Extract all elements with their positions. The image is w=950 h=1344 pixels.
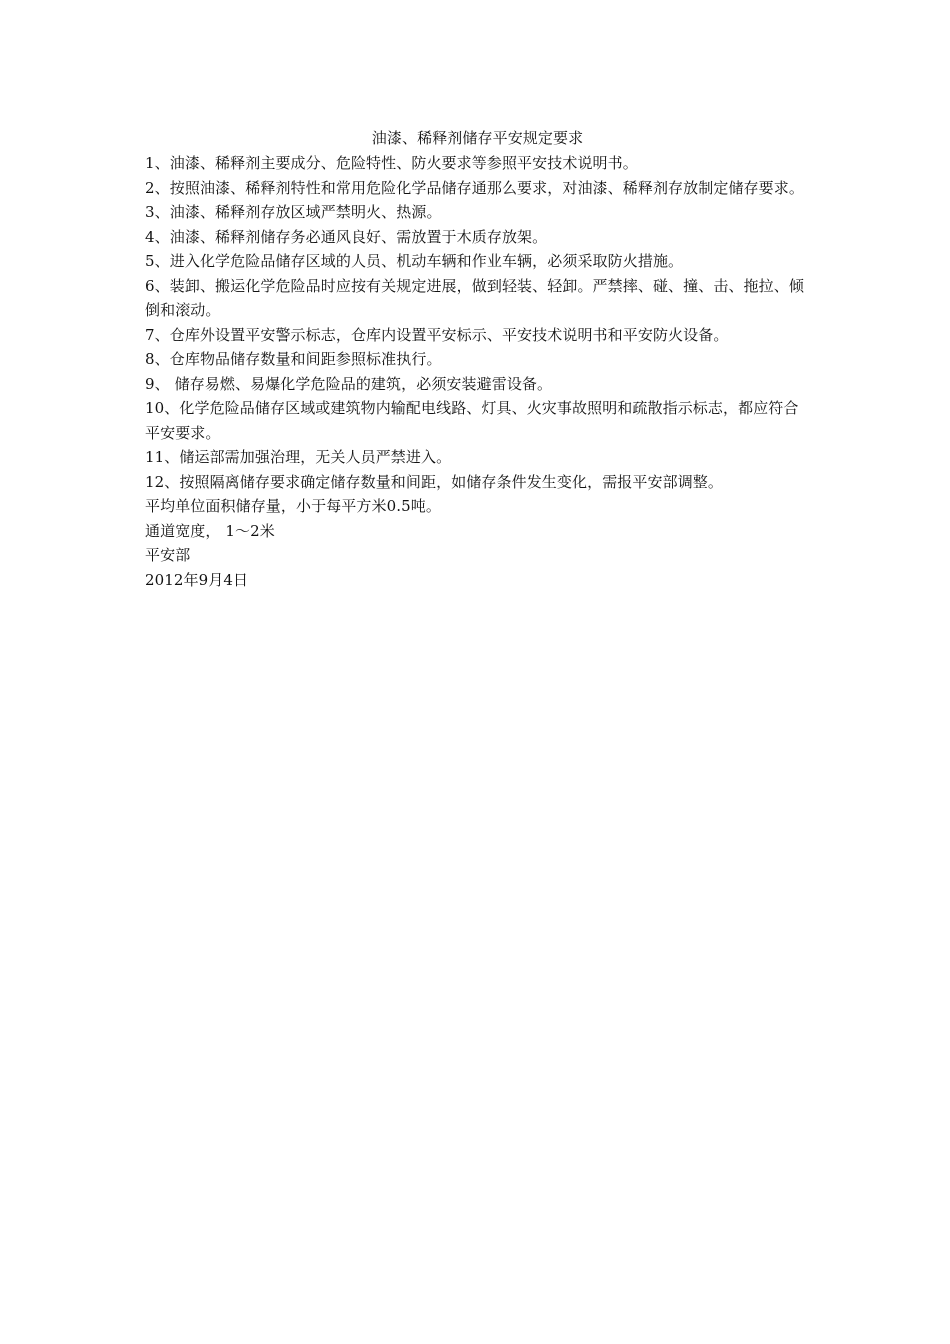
requirement-item-4: 4、油漆、稀释剂储存务必通风良好、需放置于木质存放架。	[145, 227, 548, 246]
requirement-item-11: 11、储运部需加强治理，无关人员严禁进入。	[145, 448, 452, 466]
requirements-list	[145, 151, 810, 494]
requirement-item-12: 12、按照隔离储存要求确定储存数量和间距，如储存条件发生变化，需报平安部调整。	[145, 472, 723, 491]
requirement-item-7: 7、仓库外设置平安警示标志，仓库内设置平安标示、平安技术说明书和平安防火设备。	[145, 325, 729, 344]
requirement-item-8: 8、仓库物品储存数量和间距参照标准执行。	[145, 350, 442, 368]
requirement-item-3: 3、油漆、稀释剂存放区域严禁明火、热源。	[145, 203, 442, 221]
storage-capacity-note: 平均单位面积储存量，小于每平方米0.5吨。	[145, 497, 441, 515]
aisle-width-note: 通道宽度， 1～2米	[145, 521, 275, 540]
requirement-item-6: 6、装卸、搬运化学危险品时应按有关规定进展，做到轻装、轻卸。严禁摔、碰、撞、击、拖拉、倾倒和滚动。	[145, 276, 804, 319]
requirement-item-9: 9、 储存易燃、易爆化学危险品的建筑，必须安装避雷设备。	[145, 374, 553, 393]
requirement-item-2: 2、按照油漆、稀释剂特性和常用危险化学品储存通那么要求，对油漆、稀释剂存放制定储存要求。	[145, 178, 804, 197]
issuing-department: 平安部	[145, 546, 191, 564]
requirement-item-1: 1、油漆、稀释剂主要成分、危险特性、防火要求等参照平安技术说明书。	[145, 154, 638, 172]
document-title: 油漆、稀释剂储存平安规定要求	[371, 129, 584, 147]
document-date: 2012年9月4日	[145, 570, 249, 589]
requirement-item-5: 5、进入化学危险品储存区域的人员、机动车辆和作业车辆，必须采取防火措施。	[145, 252, 684, 270]
document-body	[145, 127, 810, 592]
requirement-item-10: 10、化学危险品储存区域或建筑物内输配电线路、灯具、火灾事故照明和疏散指示标志，都应符合平安要求。	[145, 399, 799, 442]
